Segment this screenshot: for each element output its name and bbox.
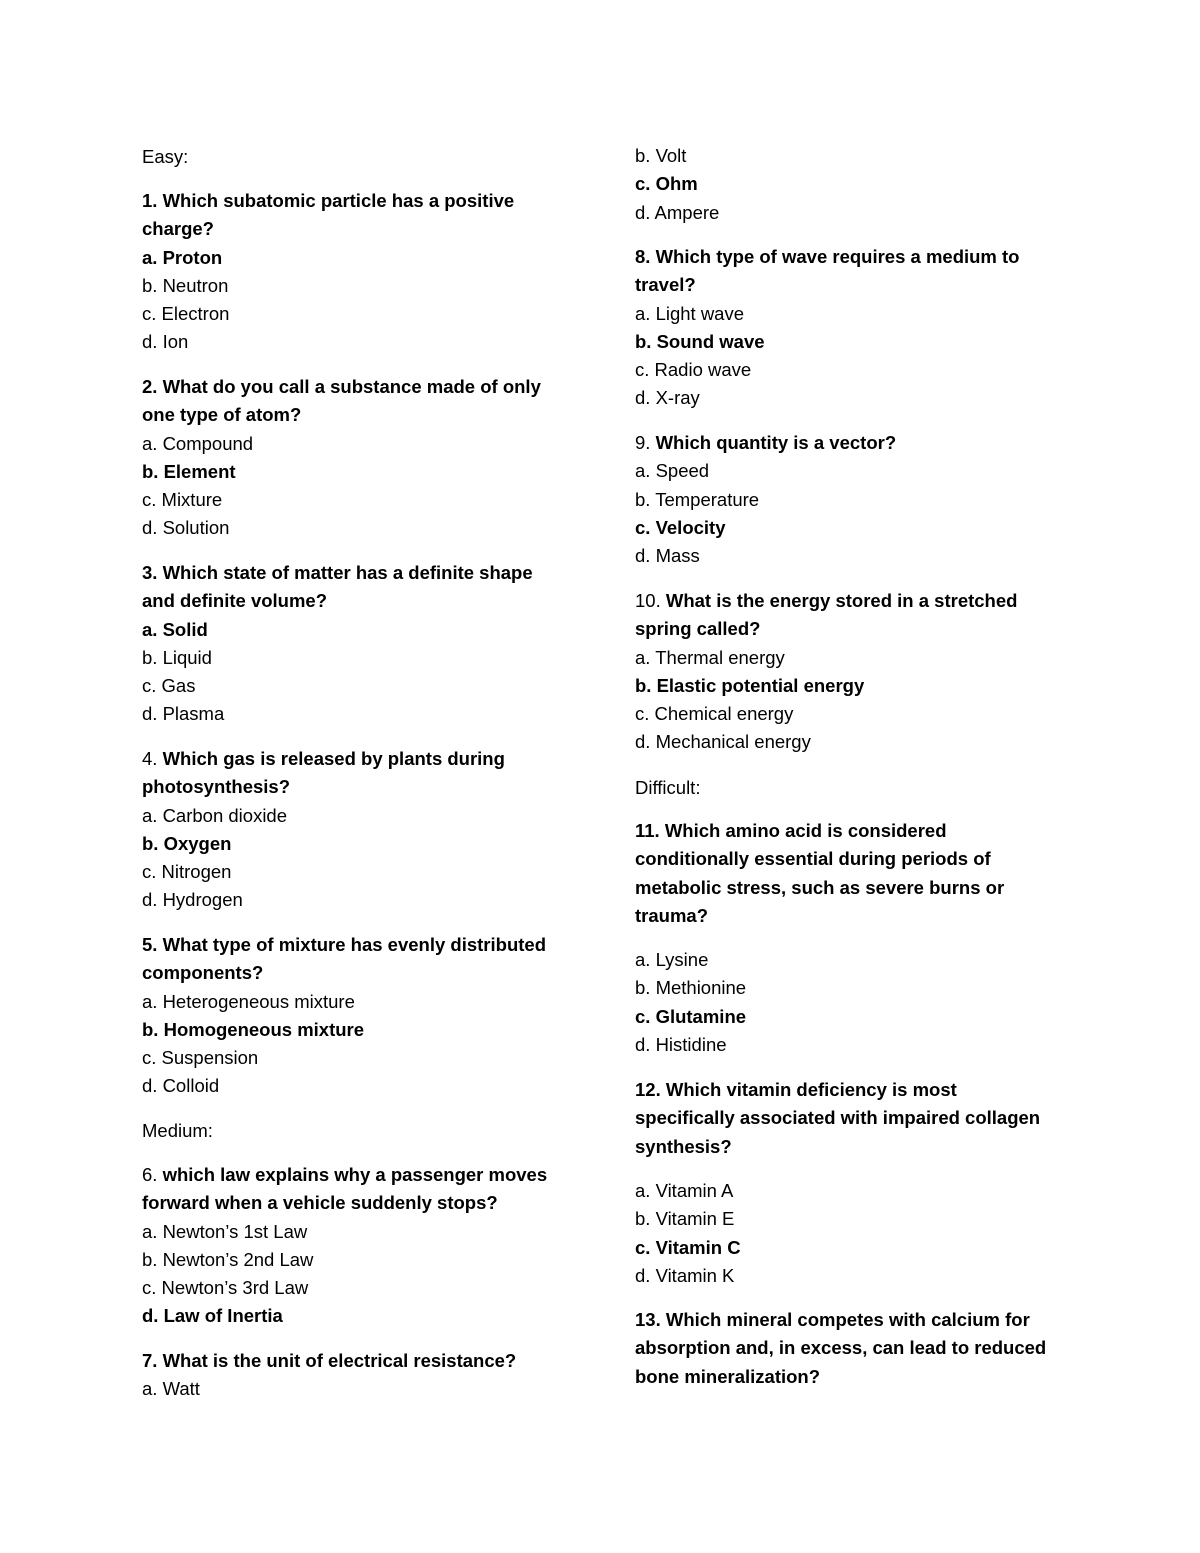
option: c. Suspension xyxy=(142,1047,259,1069)
option-correct: b. Homogeneous mixture xyxy=(142,1018,365,1040)
option: d. Ion xyxy=(142,331,189,353)
question-text: travel? xyxy=(635,274,696,296)
question-text: charge? xyxy=(142,218,214,240)
option-correct: b. Element xyxy=(142,460,236,482)
section-heading-difficult: Difficult: xyxy=(635,777,701,798)
option: d. Plasma xyxy=(142,703,225,725)
question-11-options xyxy=(635,946,746,1059)
question-text-body: What is the energy stored in a stretched xyxy=(665,590,1018,611)
option: c. Mixture xyxy=(142,489,223,511)
question-3 xyxy=(142,559,533,729)
question-text: trauma? xyxy=(635,904,708,926)
question-text: 2. What do you call a substance made of only xyxy=(142,376,541,397)
option: d. Mass xyxy=(635,545,700,567)
option: a. Speed xyxy=(635,460,710,482)
question-text: spring called? xyxy=(635,618,761,640)
option: a. Newton’s 1st Law xyxy=(142,1220,308,1242)
question-text: 12. Which vitamin deficiency is most xyxy=(635,1079,957,1100)
question-text: metabolic stress, such as severe burns or xyxy=(635,876,1005,898)
option: a. Watt xyxy=(142,1378,200,1400)
question-text-body: which law explains why a passenger moves xyxy=(162,1164,548,1185)
question-text: 11. Which amino acid is considered xyxy=(635,820,947,841)
question-text xyxy=(142,745,505,773)
question-9 xyxy=(635,429,896,570)
option: b. Vitamin E xyxy=(635,1208,735,1230)
option: c. Radio wave xyxy=(635,359,752,381)
option-correct: c. Vitamin C xyxy=(635,1236,741,1258)
question-text xyxy=(635,587,1017,615)
option: b. Temperature xyxy=(635,488,760,510)
option: a. Carbon dioxide xyxy=(142,804,288,826)
question-text: 13. Which mineral competes with calcium for xyxy=(635,1309,1030,1330)
option: c. Newton’s 3rd Law xyxy=(142,1277,309,1299)
option: b. Volt xyxy=(635,145,687,166)
question-8 xyxy=(635,243,1019,413)
option: d. Hydrogen xyxy=(142,889,243,911)
option-correct: d. Law of Inertia xyxy=(142,1305,283,1327)
option: a. Compound xyxy=(142,432,254,454)
option: d. Ampere xyxy=(635,201,720,223)
question-number: 6. xyxy=(142,1164,158,1185)
option-correct: b. Sound wave xyxy=(635,330,765,352)
option-correct: c. Velocity xyxy=(635,516,726,538)
question-text: 3. Which state of matter has a definite shape xyxy=(142,562,533,583)
question-text: synthesis? xyxy=(635,1135,732,1157)
option: a. Light wave xyxy=(635,302,745,324)
question-text-body: Which gas is released by plants during xyxy=(162,748,505,769)
option: a. Lysine xyxy=(635,949,709,970)
option-correct: a. Solid xyxy=(142,618,208,640)
question-4 xyxy=(142,745,505,915)
option-correct: b. Elastic potential energy xyxy=(635,674,865,696)
question-11 xyxy=(635,817,1004,930)
question-text: 8. Which type of wave requires a medium to xyxy=(635,246,1020,267)
question-text: and definite volume? xyxy=(142,590,328,612)
option-correct: c. Ohm xyxy=(635,173,698,195)
question-number: 4. xyxy=(142,748,158,769)
question-text: absorption and, in excess, can lead to reduced xyxy=(635,1337,1047,1359)
option: d. Colloid xyxy=(142,1075,220,1097)
question-text: 5. What type of mixture has evenly distributed xyxy=(142,934,547,955)
option: d. Solution xyxy=(142,517,230,539)
option: b. Methionine xyxy=(635,977,747,999)
option-correct: a. Proton xyxy=(142,246,223,268)
question-number: 9. xyxy=(635,432,651,453)
question-text: one type of atom? xyxy=(142,404,302,426)
question-text: conditionally essential during periods of xyxy=(635,848,991,870)
option-correct: c. Glutamine xyxy=(635,1005,747,1027)
section-heading-easy: Easy: xyxy=(142,146,189,167)
question-text xyxy=(142,1161,547,1189)
option: c. Nitrogen xyxy=(142,861,232,883)
option: b. Newton’s 2nd Law xyxy=(142,1248,314,1270)
question-text xyxy=(635,429,896,457)
option: c. Gas xyxy=(142,675,196,697)
question-2 xyxy=(142,373,541,543)
option: c. Electron xyxy=(142,303,230,325)
option: d. Mechanical energy xyxy=(635,731,811,753)
question-12-options xyxy=(635,1177,741,1290)
question-7 xyxy=(142,1347,516,1404)
question-text: 7. What is the unit of electrical resistance? xyxy=(142,1350,517,1371)
question-text: forward when a vehicle suddenly stops? xyxy=(142,1192,498,1214)
question-5 xyxy=(142,931,546,1101)
option: b. Liquid xyxy=(142,646,212,668)
question-text: components? xyxy=(142,962,264,984)
option: b. Neutron xyxy=(142,274,229,296)
question-13 xyxy=(635,1306,1046,1391)
option: d. Vitamin K xyxy=(635,1264,735,1286)
question-7-continued xyxy=(635,142,719,227)
option: c. Chemical energy xyxy=(635,703,794,725)
question-text: 1. Which subatomic particle has a positive xyxy=(142,190,515,211)
option: a. Heterogeneous mixture xyxy=(142,990,355,1012)
question-1 xyxy=(142,187,514,357)
question-12 xyxy=(635,1076,1040,1161)
option: d. Histidine xyxy=(635,1033,727,1055)
question-number: 10. xyxy=(635,590,661,611)
question-6 xyxy=(142,1161,547,1331)
question-text: bone mineralization? xyxy=(635,1365,821,1387)
section-heading-medium: Medium: xyxy=(142,1120,213,1141)
question-10 xyxy=(635,587,1017,757)
option: d. X-ray xyxy=(635,387,700,409)
option: a. Vitamin A xyxy=(635,1180,734,1201)
question-text: specifically associated with impaired collagen xyxy=(635,1107,1041,1129)
option-correct: b. Oxygen xyxy=(142,832,232,854)
option: a. Thermal energy xyxy=(635,646,785,668)
question-text: photosynthesis? xyxy=(142,776,291,798)
question-text-body: Which quantity is a vector? xyxy=(655,432,897,453)
